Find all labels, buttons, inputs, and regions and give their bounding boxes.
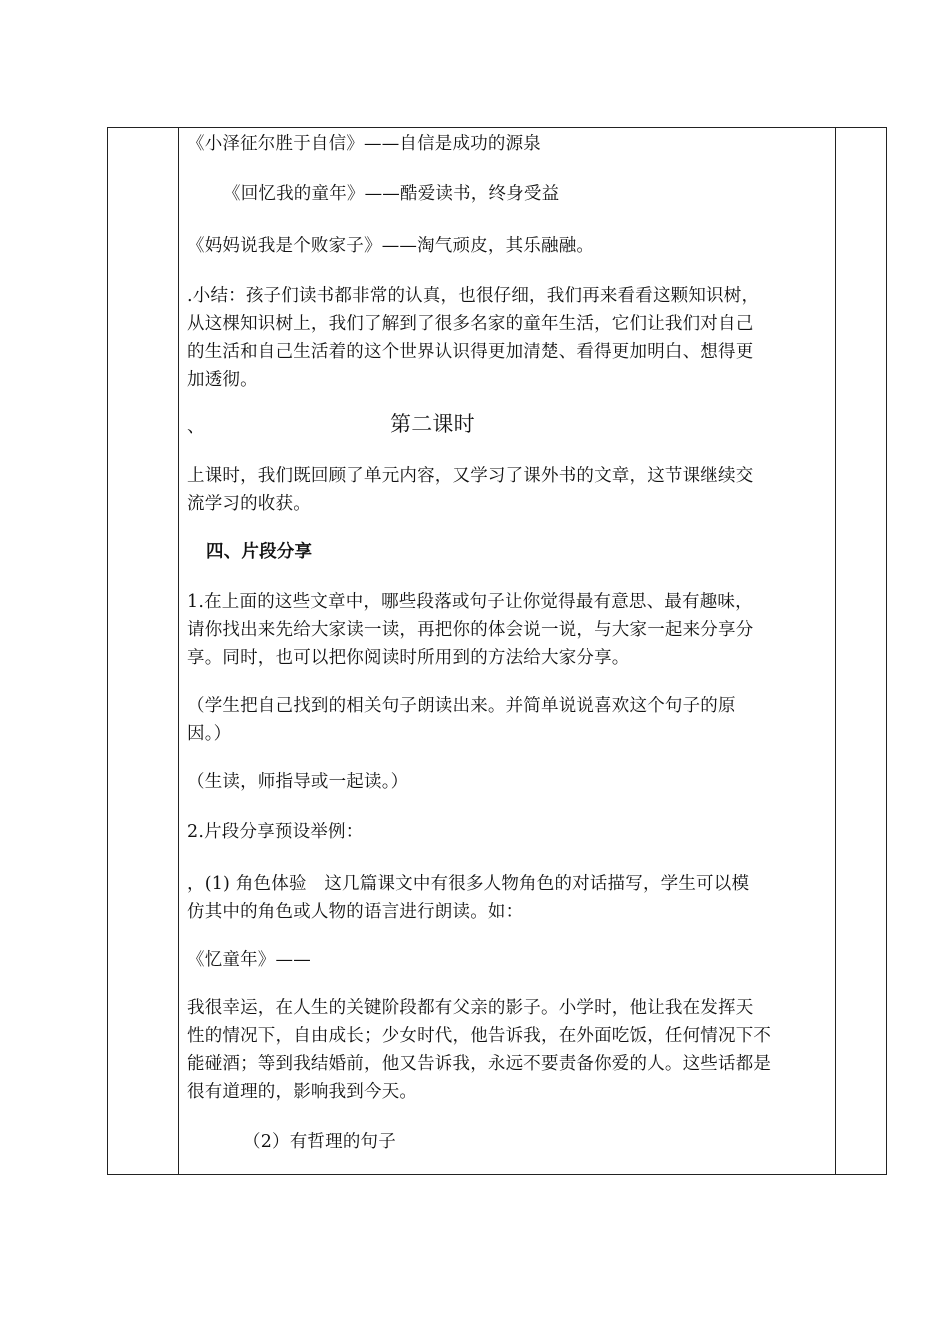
text-line: （学生把自己找到的相关句子朗读出来。并简单说说喜欢这个句子的原 — [187, 696, 736, 716]
text-line: 上课时，我们既回顾了单元内容，又学习了课外书的文章，这节课继续交 — [187, 466, 754, 486]
text-line: 仿其中的角色或人物的语言进行朗读。如： — [187, 902, 524, 922]
text-line: ，(1) 角色体验 这几篇课文中有很多人物角色的对话描写，学生可以模 — [187, 874, 750, 894]
section-title: 第二课时 — [390, 412, 475, 436]
text-line: （生读，师指导或一起读。） — [187, 772, 409, 792]
column-divider-right — [835, 128, 836, 1174]
text-line: （2）有哲理的句子 — [243, 1132, 396, 1152]
text-line: 我很幸运，在人生的关键阶段都有父亲的影子。小学时，他让我在发挥天 — [187, 998, 754, 1018]
text-line: 1.在上面的这些文章中，哪些段落或句子让你觉得最有意思、最有趣味， — [187, 592, 753, 612]
text-line: 能碰酒；等到我结婚前，他又告诉我，永远不要责备你爱的人。这些话都是 — [187, 1054, 772, 1074]
text-line: 《回忆我的童年》——酷爱读书，终身受益 — [223, 184, 560, 204]
text-line: 流学习的收获。 — [187, 494, 311, 514]
column-divider-left — [178, 128, 179, 1174]
text-line: 加透彻。 — [187, 370, 258, 390]
text-line: 请你找出来先给大家读一读，再把你的体会说一说，与大家一起来分享分 — [187, 620, 754, 640]
text-line: 2.片段分享预设举例： — [187, 822, 364, 842]
text-line: 从这棵知识树上，我们了解到了很多名家的童年生活，它们让我们对自己 — [187, 314, 754, 334]
lesson-table — [107, 127, 887, 1175]
text-line: 的生活和自己生活着的这个世界认识得更加清楚、看得更加明白、想得更 — [187, 342, 754, 362]
text-line: 很有道理的，影响我到今天。 — [187, 1082, 418, 1102]
section-heading: 四、片段分享 — [206, 542, 313, 562]
text-line: 《忆童年》—— — [187, 950, 311, 970]
text-line: 《妈妈说我是个败家子》——淘气顽皮，其乐融融。 — [187, 236, 595, 256]
text-line: 因。） — [187, 724, 232, 744]
text-line: 享。同时，也可以把你阅读时所用到的方法给大家分享。 — [187, 648, 630, 668]
text-line: 《小泽征尔胜于自信》——自信是成功的源泉 — [187, 134, 541, 154]
list-mark: 、 — [187, 417, 205, 437]
text-line: .小结：孩子们读书都非常的认真，也很仔细，我们再来看看这颗知识树， — [187, 286, 760, 306]
text-line: 性的情况下，自由成长；少女时代，他告诉我，在外面吃饭，任何情况下不 — [187, 1026, 772, 1046]
